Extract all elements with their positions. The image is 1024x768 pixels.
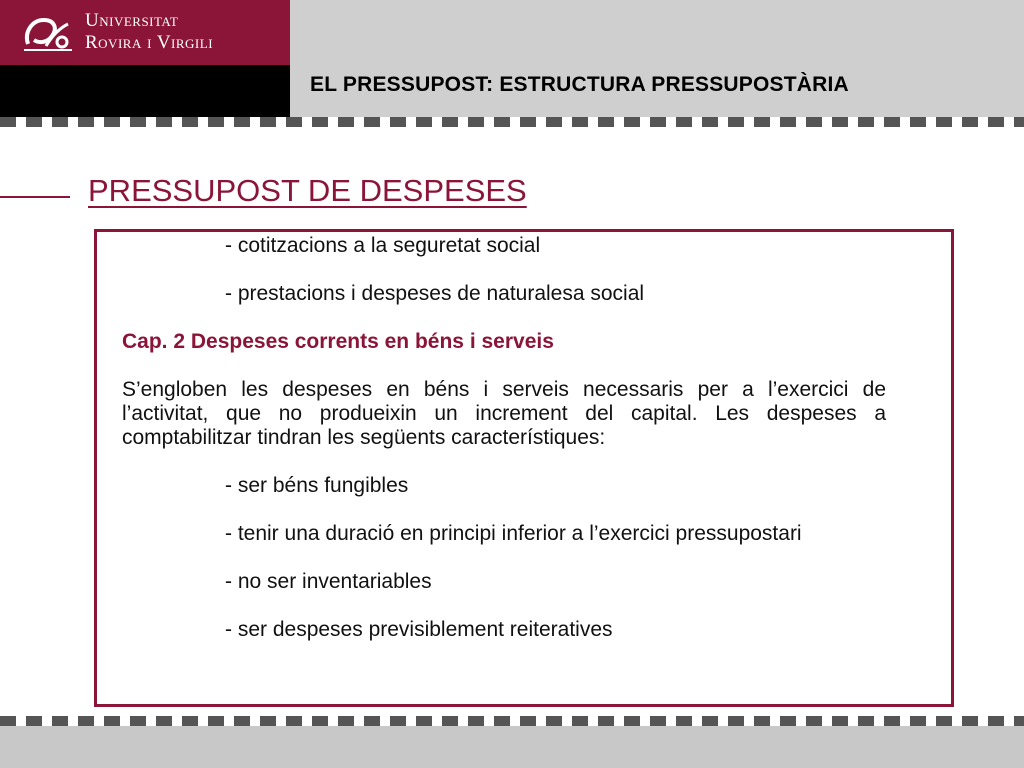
- university-logo-icon: [22, 14, 76, 54]
- slide-header-title: EL PRESSUPOST: ESTRUCTURA PRESSUPOSTÀRIA: [310, 73, 849, 96]
- footer-gray-band: [0, 726, 1024, 768]
- header-black-band: [0, 65, 290, 117]
- section-title: PRESSUPOST DE DESPESES: [88, 173, 527, 208]
- section-title-rule: [0, 196, 70, 198]
- footer-dash-divider: [0, 716, 1024, 726]
- content-box: [94, 229, 954, 707]
- university-name-line2: Rovira i Virgili: [85, 32, 214, 53]
- content-text: [122, 234, 886, 642]
- university-name-line1: Universitat: [85, 10, 179, 31]
- bullet-not-inventoriable: - no ser inventariables: [225, 570, 432, 593]
- chapter-description: S’engloben les despeses en béns i serveis necessaris per a l’exercici de l’activitat, que no produeixin un increment del capital. Les despeses a comptabilitzar tindran les següents característiques:: [122, 378, 886, 449]
- chapter-heading: Cap. 2 Despeses corrents en béns i serveis: [122, 330, 554, 353]
- bullet-duration: - tenir una duració en principi inferior a l’exercici pressupostari: [225, 522, 802, 545]
- bullet-social-benefits: - prestacions i despeses de naturalesa social: [225, 282, 645, 305]
- header-dash-divider: [0, 117, 1024, 127]
- bullet-fungible-goods: - ser béns fungibles: [225, 474, 409, 497]
- header-gray-band: [290, 0, 1024, 117]
- university-name: [85, 10, 213, 54]
- bullet-social-security: - cotitzacions a la seguretat social: [225, 234, 541, 257]
- bullet-recurring-expenses: - ser despeses previsiblement reiteratives: [225, 618, 613, 641]
- university-logo-block: [0, 0, 290, 65]
